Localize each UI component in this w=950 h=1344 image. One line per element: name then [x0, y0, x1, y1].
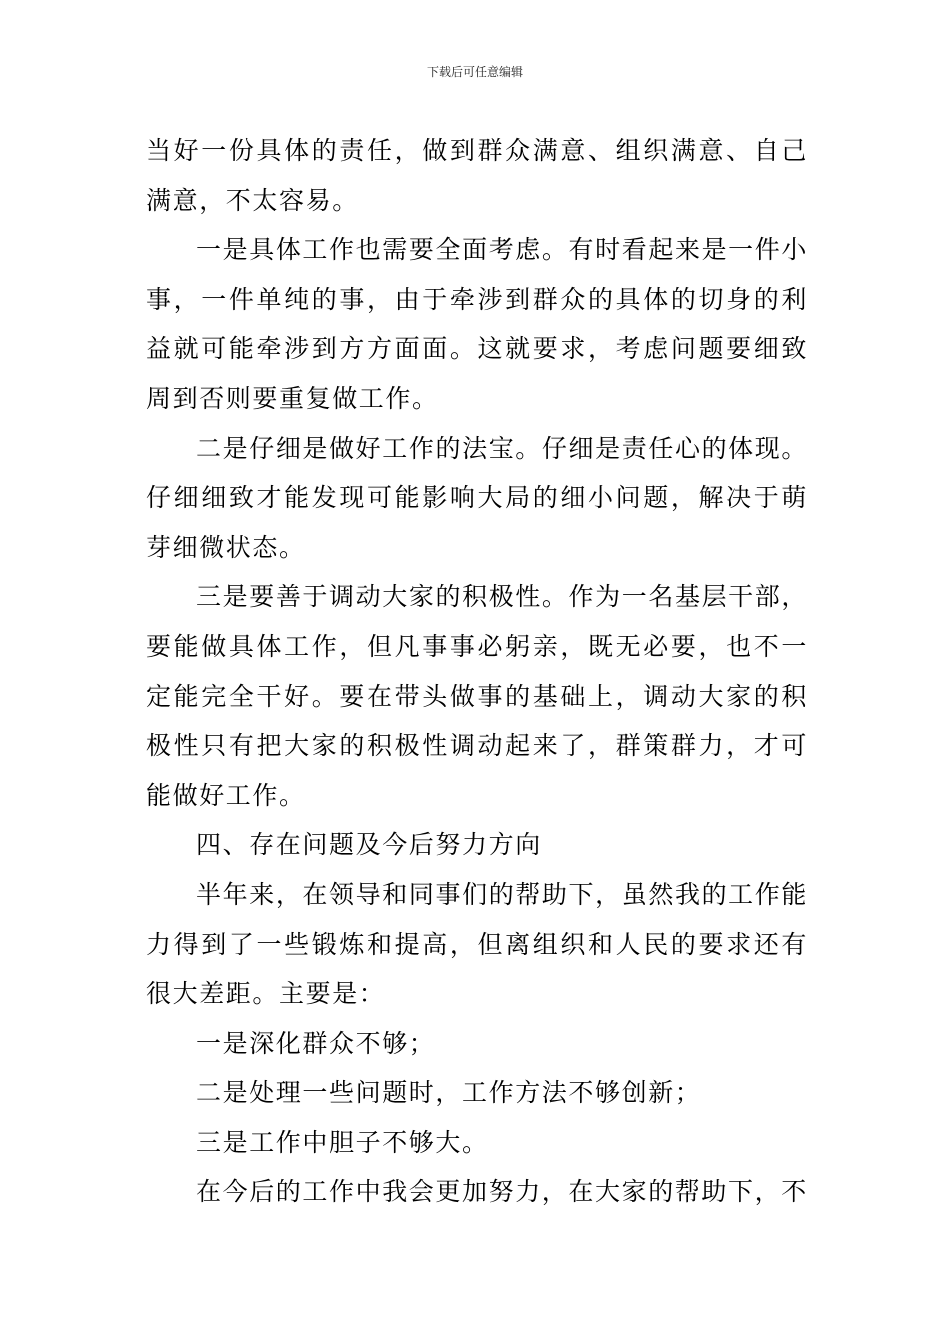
paragraph-2: 一是具体工作也需要全面考虑。有时看起来是一件小事，一件单纯的事，由于牵涉到群众的具体的切身的利益就可能牵涉到方方面面。这就要求，考虑问题要细致周到否则要重复做工作。 — [146, 235, 808, 413]
paragraph-6: 半年来，在领导和同事们的帮助下，虽然我的工作能力得到了一些锻炼和提高，但离组织和人民的要求还有很大差距。主要是： — [146, 879, 808, 1009]
page-header: 下载后可任意编辑 — [426, 65, 523, 79]
paragraph-9: 三是工作中胆子不够大。 — [196, 1127, 489, 1157]
paragraph-7: 一是深化群众不够； — [196, 1028, 436, 1058]
section-heading: 四、存在问题及今后努力方向 — [196, 830, 542, 860]
paragraph-3: 二是仔细是做好工作的法宝。仔细是责任心的体现。仔细细致才能发现可能影响大局的细小问题，解决于萌芽细微状态。 — [146, 433, 808, 562]
paragraph-1: 当好一份具体的责任，做到群众满意、组织满意、自己满意，不太容易。 — [146, 136, 808, 215]
paragraph-10: 在今后的工作中我会更加努力，在大家的帮助下，不 — [196, 1177, 808, 1207]
document-body — [146, 126, 808, 1217]
paragraph-8: 二是处理一些问题时，工作方法不够创新； — [196, 1078, 702, 1108]
paragraph-4: 三是要善于调动大家的积极性。作为一名基层干部，要能做具体工作，但凡事事必躬亲，既无必要，也不一定能完全干好。要在带头做事的基础上，调动大家的积极性只有把大家的积极性调动起来了，群策群力，才可能做好工作。 — [146, 582, 808, 810]
